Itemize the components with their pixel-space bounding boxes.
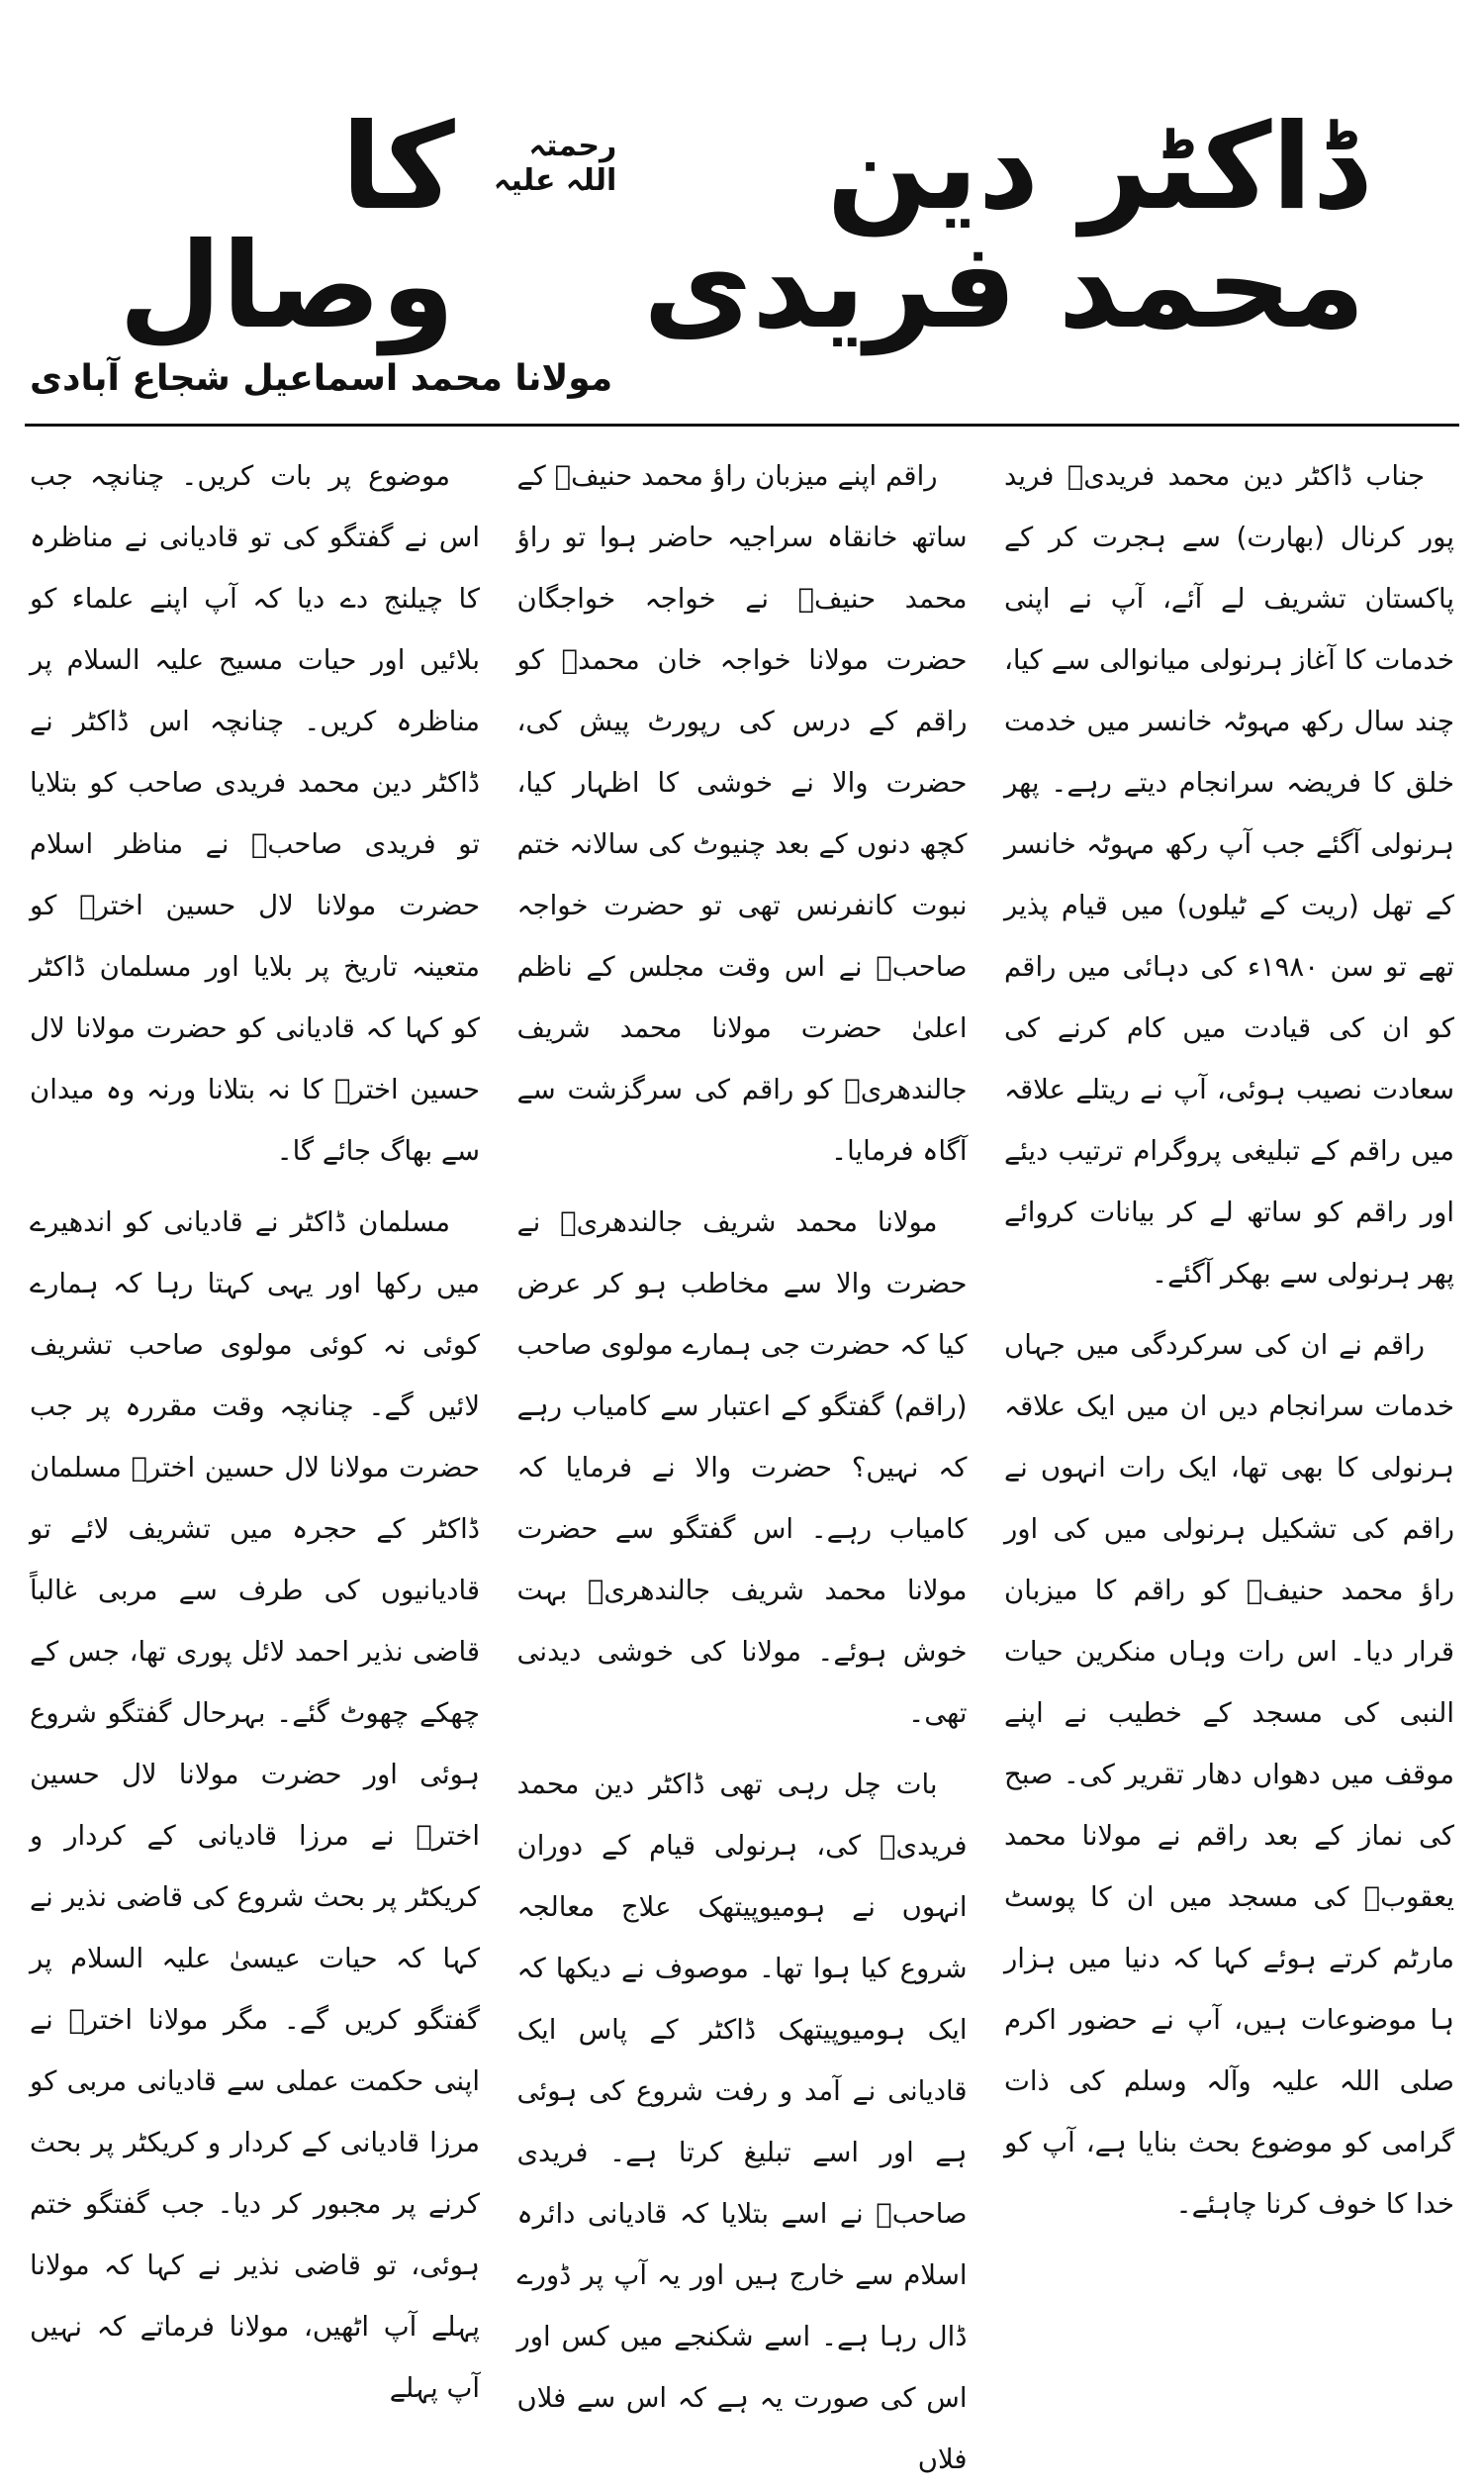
column-3-paragraph-1: موضوع پر بات کریں۔ چنانچہ جب اس نے گفتگو کی تو قادیانی نے مناظرہ کا چیلنج دے دیا کہ آپ اپنے علماء کو بلائیں اور حیات مسیح علیہ السلام پر مناظرہ کریں۔ چنانچہ اس ڈاکٹر نے ڈاکٹر دین محمد فریدی صاحب کو بتلایا تو فریدی صاحبؒ نے مناظر اسلام حضرت مولانا لال حسین اخترؒ کو متعینہ تاریخ پر بلایا اور مسلمان ڈاکٹر کو کہا کہ قادیانی کو حضرت مولانا لال حسین اخترؒ کا نہ بتلانا ورنہ وہ میدان سے بھاگ جائے گا۔ — [30, 460, 480, 1167]
column-1-paragraph-1: جناب ڈاکٹر دین محمد فریدیؒ فرید پور کرنال (بھارت) سے ہجرت کر کے پاکستان تشریف لے آئے، آپ نے اپنی خدمات کا آغاز ہرنولی میانوالی سے کیا، چند سال رکھ مہوٹہ خانسر میں خدمت خلق کا فریضہ سرانجام دیتے رہے۔ پھر ہرنولی آگئے جب آپ رکھ مہوٹہ خانسر کے تھل (ریت کے ٹیلوں) میں قیام پذیر تھے تو سن ۱۹۸۰ء کی دہائی میں راقم کو ان کی قیادت میں کام کرنے کی سعادت نصیب ہوئی، آپ نے ریتلے علاقہ میں راقم کے تبلیغی پروگرام ترتیب دیئے اور راقم کو ساتھ لے کر بیانات کروائے پھر ہرنولی سے بھکر آگئے۔ — [1004, 460, 1454, 1290]
headline-divider — [25, 424, 1459, 427]
article-headline — [119, 99, 1365, 355]
article-columns — [30, 445, 1454, 2475]
headline-tail: کا وصال — [119, 99, 455, 355]
column-2-paragraph-3: بات چل رہی تھی ڈاکٹر دین محمد فریدیؒ کی، ہرنولی قیام کے دوران انہوں نے ہومیوپیتھک علاج معالجہ شروع کیا ہوا تھا۔ موصوف نے دیکھا کہ ایک ہومیوپیتھک ڈاکٹر کے پاس ایک قادیانی نے آمد و رفت شروع کی ہوئی ہے اور اسے تبلیغ کرتا ہے۔ فریدی صاحبؒ نے اسے بتلایا کہ قادیانی دائرہ اسلام سے خارج ہیں اور یہ آپ پر ڈورے ڈال رہا ہے۔ اسے شکنجے میں کس اور اس کی صورت یہ ہے کہ اس سے فلاں فلاں — [516, 1769, 968, 2475]
column-3-paragraph-2: مسلمان ڈاکٹر نے قادیانی کو اندھیرے میں رکھا اور یہی کہتا رہا کہ ہمارے کوئی نہ کوئی مولوی صاحب تشریف لائیں گے۔ چنانچہ وقت مقررہ پر جب حضرت مولانا لال حسین اخترؒ مسلمان ڈاکٹر کے حجرہ میں تشریف لائے تو قادیانیوں کی طرف سے مربی غالباً قاضی نذیر احمد لائل پوری تھا، جس کے چھکے چھوٹ گئے۔ بہرحال گفتگو شروع ہوئی اور حضرت مولانا لال حسین اخترؒ نے مرزا قادیانی کے کردار و کریکٹر پر بحث شروع کی قاضی نذیر نے کہا کہ حیات عیسیٰ علیہ السلام پر گفتگو کریں گے۔ مگر مولانا اخترؒ نے اپنی حکمت عملی سے قادیانی مربی کو مرزا قادیانی کے کردار و کریکٹر پر بحث کرنے پر مجبور کر دیا۔ جب گفتگو ختم ہوئی، تو قاضی نذیر نے کہا کہ مولانا پہلے آپ اٹھیں، مولانا فرماتے کہ نہیں آپ پہلے — [30, 1206, 480, 2404]
column-2-paragraph-2: مولانا محمد شریف جالندھریؒ نے حضرت والا سے مخاطب ہو کر عرض کیا کہ حضرت جی ہمارے مولوی صاحب (راقم) گفتگو کے اعتبار سے کامیاب رہے کہ نہیں؟ حضرت والا نے فرمایا کہ کامیاب رہے۔ اس گفتگو سے حضرت مولانا محمد شریف جالندھریؒ بہت خوش ہوئے۔ مولانا کی خوشی دیدنی تھی۔ — [516, 1206, 968, 1729]
column-1-paragraph-2: راقم نے ان کی سرکردگی میں جہاں خدمات سرانجام دیں ان میں ایک علاقہ ہرنولی کا بھی تھا، ایک رات انہوں نے راقم کی تشکیل ہرنولی میں کی اور راؤ محمد حنیفؒ کو راقم کا میزبان قرار دیا۔ اس رات وہاں منکرین حیات النبی کی مسجد کے خطیب نے اپنے موقف میں دھواں دھار تقریر کی۔ صبح کی نماز کے بعد راقم نے مولانا محمد یعقوبؒ کی مسجد میں ان کا پوسٹ مارٹم کرتے ہوئے کہا کہ دنیا میں ہزار ہا موضوعات ہیں، آپ نے حضور اکرم صلی اللہ علیہ وآلہ وسلم کی ذات گرامی کو موضوع بحث بنایا ہے، آپ کو خدا کا خوف کرنا چاہئے۔ — [1004, 1329, 1454, 2220]
headline-honorific: رحمتہ اللہ علیہ — [493, 129, 617, 198]
column-3 — [30, 445, 480, 2404]
headline-name: ڈاکٹر دین محمد فریدی — [643, 99, 1365, 355]
column-2 — [516, 445, 968, 2475]
column-2-paragraph-1: راقم اپنے میزبان راؤ محمد حنیفؒ کے ساتھ خانقاہ سراجیہ حاضر ہوا تو راؤ محمد حنیفؒ نے خواجہ خواجگان حضرت مولانا خواجہ خان محمدؒ کو راقم کے درس کی رپورٹ پیش کی، حضرت والا نے خوشی کا اظہار کیا، کچھ دنوں کے بعد چنیوٹ کی سالانہ ختم نبوت کانفرنس تھی تو حضرت خواجہ صاحبؒ نے اس وقت مجلس کے ناظم اعلیٰ حضرت مولانا محمد شریف جالندھریؒ کو راقم کی سرگزشت سے آگاہ فرمایا۔ — [516, 460, 968, 1167]
author-byline: مولانا محمد اسماعیل شجاع آبادی — [30, 358, 613, 399]
column-1 — [1004, 445, 1454, 2220]
